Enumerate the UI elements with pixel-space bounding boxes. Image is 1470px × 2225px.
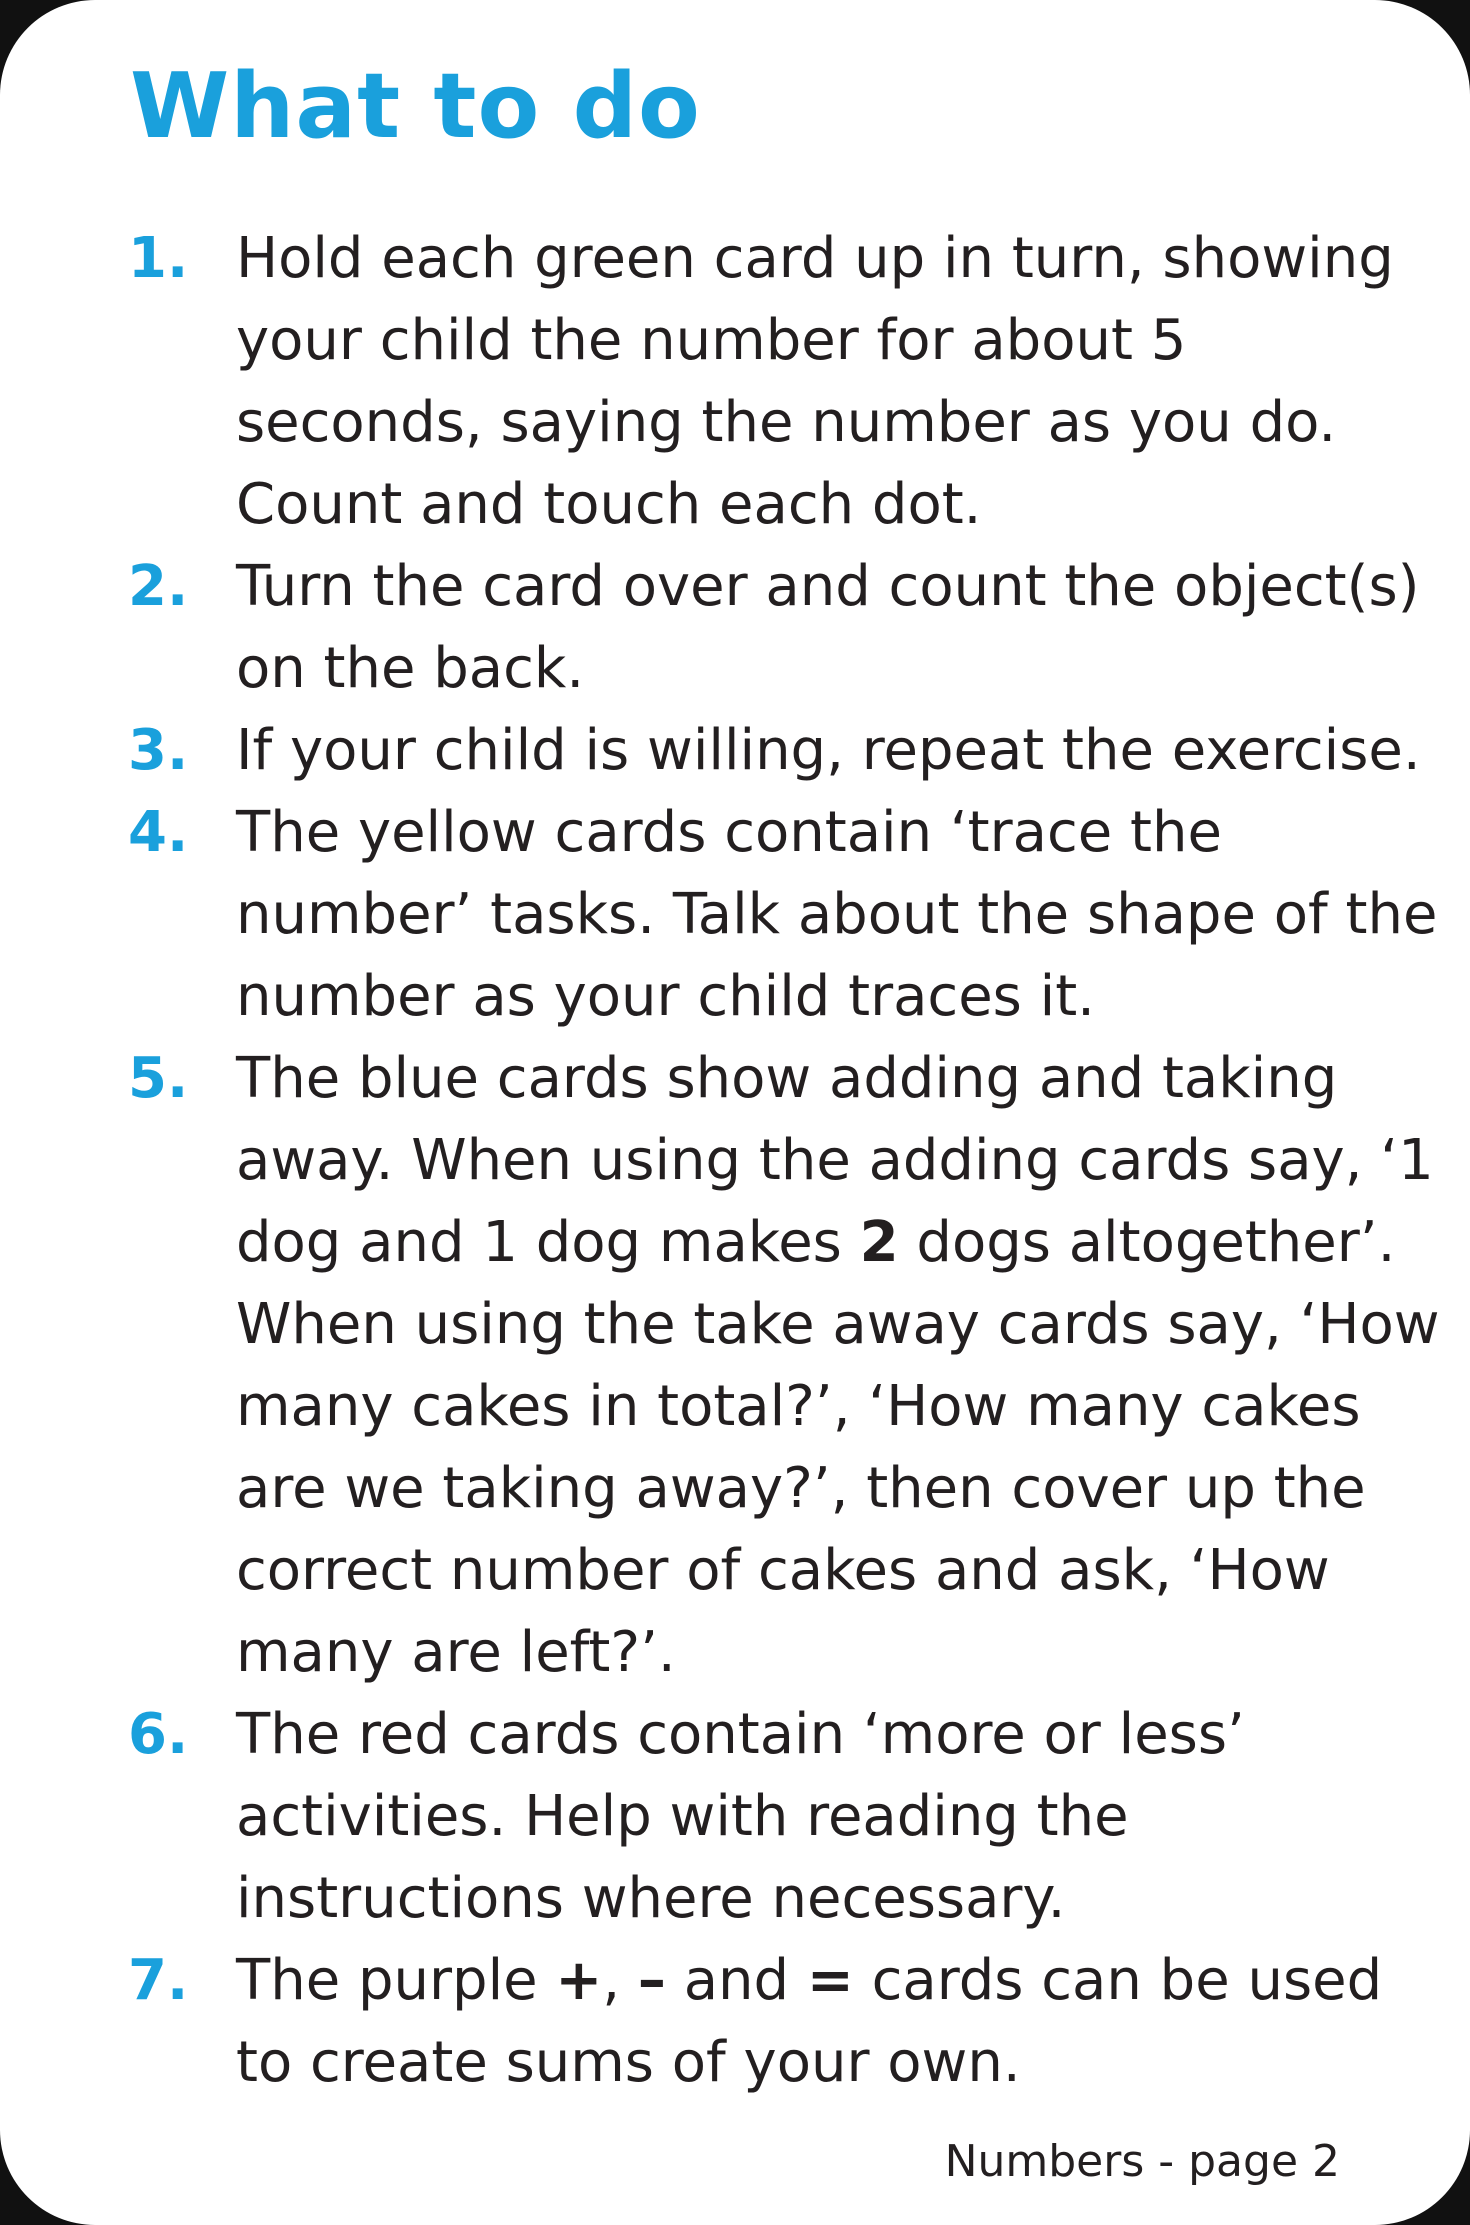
step-text-after: cards can be used to create sums of your own.: [236, 1948, 1383, 2095]
step-text-before: The purple: [236, 1948, 556, 2013]
step-6: [128, 1694, 1448, 1940]
step-text: If your child is willing, repeat the exercise.: [236, 718, 1421, 783]
step-number: 7.: [128, 1948, 189, 2013]
step-number: 2.: [128, 554, 189, 619]
bold-number: 2: [859, 1210, 899, 1275]
and-text: and: [665, 1948, 807, 2013]
step-number: 3.: [128, 718, 189, 783]
comma-text: ,: [602, 1948, 638, 2013]
step-number: 4.: [128, 800, 189, 865]
step-number: 6.: [128, 1702, 189, 1767]
step-2: [128, 546, 1448, 710]
step-7: [128, 1940, 1448, 2104]
equals-symbol: =: [806, 1948, 854, 2013]
step-text: The yellow cards contain ‘trace the number’ tasks. Talk about the shape of the number as your child traces it.: [236, 800, 1438, 1029]
step-text: Hold each green card up in turn, showing your child the number for about 5 seconds, saying the number as you do. Count and touch each dot.: [236, 226, 1394, 537]
page-footer: Numbers - page 2: [944, 2136, 1340, 2187]
step-text-before-bold: The blue cards show adding and taking away. When using the adding cards say, ‘1 dog and 1 dog makes: [236, 1046, 1434, 1275]
step-3: [128, 710, 1448, 792]
step-4: [128, 792, 1448, 1038]
step-text: [236, 1948, 1382, 2095]
page-title: What to do: [130, 54, 701, 159]
plus-symbol: +: [555, 1948, 603, 2013]
step-text: Turn the card over and count the object(s) on the back.: [236, 554, 1420, 701]
step-text: The red cards contain ‘more or less’ activities. Help with reading the instructions where necessary.: [236, 1702, 1245, 1931]
steps-list: [128, 218, 1448, 2104]
step-1: [128, 218, 1448, 546]
step-number: 1.: [128, 226, 189, 291]
step-5: [128, 1038, 1448, 1694]
minus-symbol: –: [637, 1948, 666, 2013]
step-text-after-bold: dogs altogether’. When using the take away cards say, ‘How many cakes in total?’, ‘How many cakes are we taking away?’, then cover up the correct number of cakes and ask, ‘How many are left?’.: [236, 1210, 1440, 1685]
step-number: 5.: [128, 1046, 189, 1111]
step-text: [236, 1046, 1440, 1685]
